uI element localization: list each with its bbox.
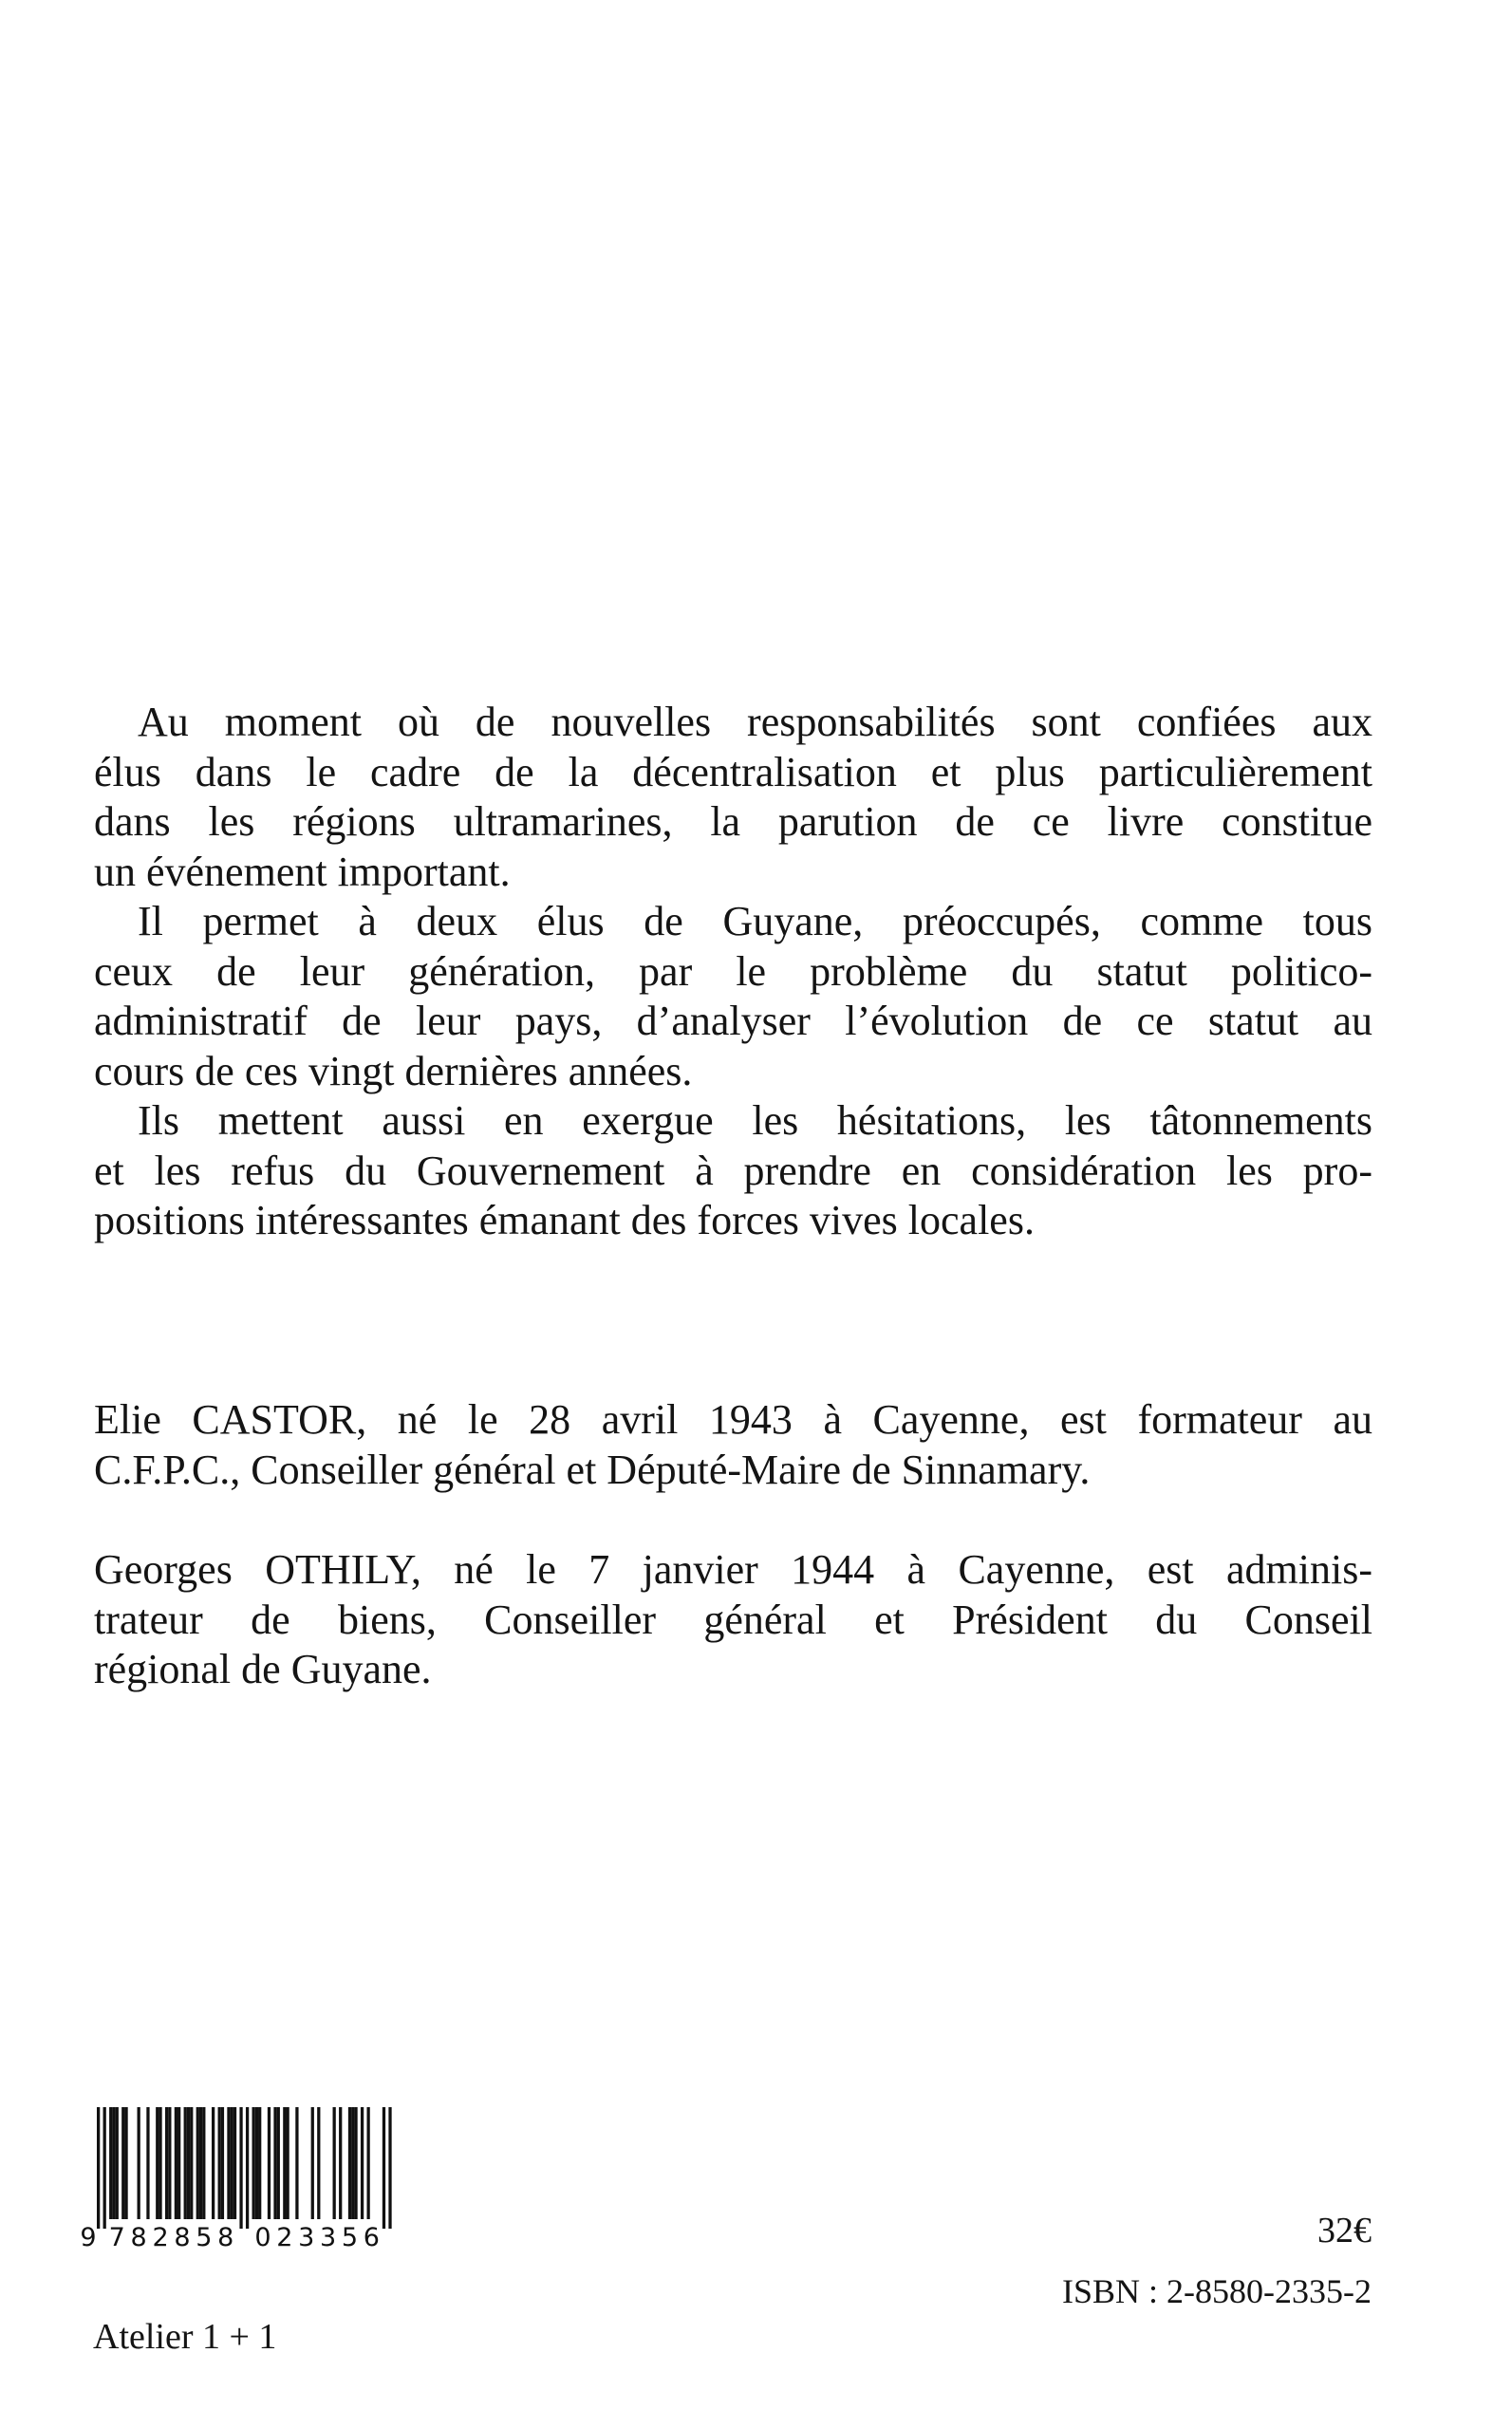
barcode-bar — [268, 2107, 271, 2219]
barcode-bar — [124, 2107, 127, 2219]
barcode-digit: 2 — [152, 2223, 169, 2252]
text-line: administratif de leur pays, d’analyser l’évolution de ce statut au — [94, 998, 1372, 1044]
barcode-digit: 9 — [80, 2223, 97, 2252]
barcode-digit: 3 — [298, 2223, 315, 2252]
barcode-digit: 6 — [363, 2223, 380, 2252]
barcode-bar — [221, 2107, 224, 2219]
text-line: cours de ces vingt dernières années. — [94, 1047, 693, 1094]
barcode-bar — [199, 2107, 202, 2219]
price: 32€ — [1317, 2211, 1372, 2250]
text-line: trateur de biens, Conseiller général et Président du Conseil — [94, 1596, 1372, 1643]
barcode-bar — [112, 2107, 115, 2219]
text-line: Ils mettent aussi en exergue les hésitations, les tâtonnements — [138, 1097, 1372, 1144]
barcode-digit: 8 — [174, 2223, 191, 2252]
barcode-bar — [146, 2107, 149, 2219]
text-line: élus dans le cadre de la décentralisation et plus particulièrement — [94, 748, 1372, 795]
barcode-bar — [184, 2107, 187, 2219]
text-line: Il permet à deux élus de Guyane, préoccupés, comme tous — [138, 898, 1372, 944]
barcode-bar — [283, 2107, 286, 2219]
blurb — [94, 698, 1372, 1246]
barcode-digit: 8 — [217, 2223, 234, 2252]
barcode-bar — [295, 2107, 298, 2219]
barcode-bar — [317, 2107, 320, 2219]
barcode-bar — [116, 2107, 119, 2219]
text-line: positions intéressantes émanant des forces vives locales. — [94, 1197, 1035, 1243]
barcode-digit: 5 — [341, 2223, 359, 2252]
barcode-bar — [165, 2107, 168, 2219]
isbn-barcode — [80, 2105, 397, 2257]
barcode-bar — [351, 2107, 354, 2219]
barcode-digit: 5 — [196, 2223, 213, 2252]
barcode-bar — [246, 2107, 249, 2229]
barcode-bar — [239, 2107, 242, 2229]
barcode-bar — [97, 2107, 100, 2229]
isbn-number: ISBN : 2-8580-2335-2 — [1062, 2272, 1372, 2310]
barcode-bar — [361, 2107, 364, 2219]
barcode-bar — [252, 2107, 255, 2219]
barcode-bar — [339, 2107, 342, 2219]
barcode-bar — [177, 2107, 180, 2219]
blurb-paragraph-1 — [94, 698, 1372, 897]
barcode-digit: 2 — [276, 2223, 293, 2252]
author-bio-othily — [94, 1545, 1372, 1695]
text-line: un événement important. — [94, 848, 511, 895]
barcode-bar — [383, 2107, 385, 2229]
text-line: et les refus du Gouvernement à prendre en considération les pro- — [94, 1147, 1372, 1194]
barcode-bar — [258, 2107, 261, 2219]
text-line: dans les régions ultramarines, la parution de ce livre constitue — [94, 798, 1372, 845]
text-line: C.F.P.C., Conseiller général et Député-Maire de Sinnamary. — [94, 1446, 1091, 1493]
barcode-bar — [277, 2107, 280, 2219]
barcode-bar — [212, 2107, 215, 2219]
barcode-bar — [190, 2107, 193, 2219]
barcode-digit: 7 — [108, 2223, 125, 2252]
barcode-digit: 0 — [254, 2223, 271, 2252]
text-line: Au moment où de nouvelles responsabilités sont confiées aux — [138, 699, 1372, 745]
barcode-bar — [109, 2107, 112, 2219]
barcode-bar — [231, 2107, 233, 2219]
barcode-bar — [156, 2107, 159, 2219]
barcode-bar — [354, 2107, 357, 2219]
publisher-name: Atelier 1 + 1 — [93, 2317, 277, 2357]
barcode-bar — [233, 2107, 236, 2219]
barcode-bar — [159, 2107, 161, 2219]
barcode-bar — [348, 2107, 351, 2219]
text-line: ceux de leur génération, par le problème du statut politico- — [94, 947, 1372, 995]
barcode-bar — [366, 2107, 369, 2219]
barcode-bar — [218, 2107, 221, 2219]
barcode-bar — [286, 2107, 289, 2219]
barcode-bar — [227, 2107, 230, 2219]
barcode-bar — [333, 2107, 336, 2219]
barcode-bar — [202, 2107, 205, 2219]
author-bio-castor — [94, 1395, 1372, 1495]
blurb-paragraph-2 — [94, 897, 1372, 1096]
barcode-bar — [196, 2107, 199, 2219]
text-line: Georges OTHILY, né le 7 janvier 1944 à Cayenne, est adminis- — [94, 1546, 1372, 1593]
barcode-bar — [255, 2107, 258, 2219]
barcode-bar — [273, 2107, 276, 2219]
barcode-digit: 3 — [320, 2223, 337, 2252]
text-line: Elie CASTOR, né le 28 avril 1943 à Cayenne, est formateur au — [94, 1396, 1372, 1443]
barcode-digit: 8 — [130, 2223, 147, 2252]
barcode-bar — [311, 2107, 314, 2219]
barcode-bar — [103, 2107, 106, 2229]
text-line: régional de Guyane. — [94, 1646, 432, 1692]
barcode-bar — [121, 2107, 124, 2219]
barcode-bar — [168, 2107, 171, 2219]
blurb-paragraph-3 — [94, 1096, 1372, 1246]
barcode-bar — [138, 2107, 140, 2219]
barcode-bar — [187, 2107, 190, 2219]
barcode-bar — [388, 2107, 391, 2229]
barcode-bar — [175, 2107, 177, 2219]
